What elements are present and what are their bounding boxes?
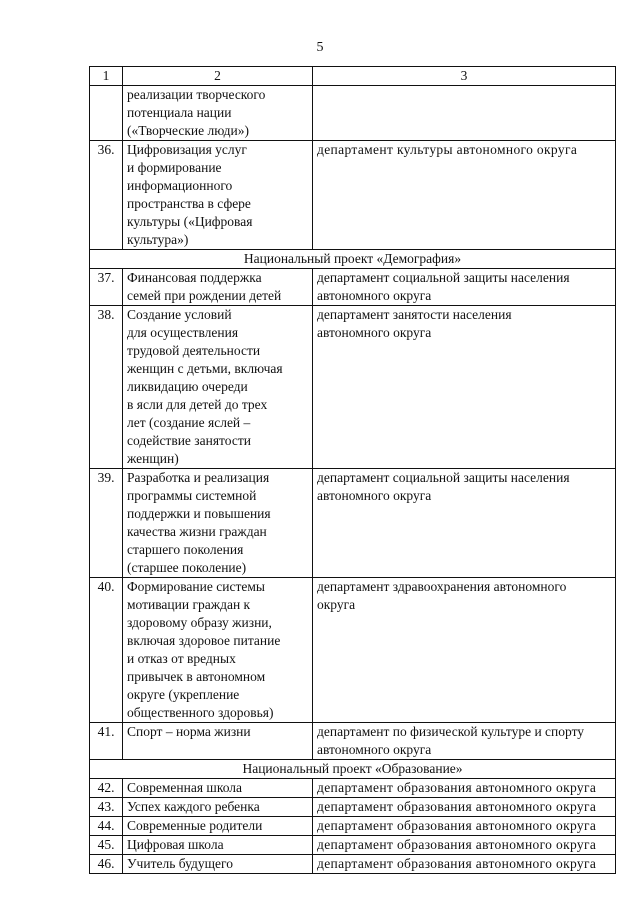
- row-number: 43.: [90, 798, 123, 817]
- row-number: 42.: [90, 779, 123, 798]
- responsible-department: департамент здравоохранения автономного округа: [313, 578, 616, 723]
- responsible-department: департамент занятости населения автономного округа: [313, 306, 616, 469]
- project-name: реализации творческого потенциала нации («Творческие люди»): [123, 86, 313, 141]
- table-row: [90, 855, 616, 874]
- responsible-department: департамент культуры автономного округа: [313, 141, 616, 250]
- table-row: [90, 779, 616, 798]
- project-name: Цифровая школа: [123, 836, 313, 855]
- row-number: [90, 86, 123, 141]
- row-number: 38.: [90, 306, 123, 469]
- header-col-3: 3: [313, 67, 616, 86]
- project-name: Современная школа: [123, 779, 313, 798]
- project-name: Успех каждого ребенка: [123, 798, 313, 817]
- row-number: 39.: [90, 469, 123, 578]
- table-row: [90, 723, 616, 760]
- row-number: 41.: [90, 723, 123, 760]
- row-number: 40.: [90, 578, 123, 723]
- table-row: [90, 469, 616, 578]
- header-col-1: 1: [90, 67, 123, 86]
- project-name: Цифровизация услуг и формирование информационного пространства в сфере культуры («Цифровая культура»): [123, 141, 313, 250]
- table-row: [90, 141, 616, 250]
- table-row: [90, 817, 616, 836]
- row-number: 44.: [90, 817, 123, 836]
- project-name: Формирование системы мотивации граждан к здоровому образу жизни, включая здоровое питание и отказ от вредных привычек в автономном округе (укрепление общественного здоровья): [123, 578, 313, 723]
- section-title: Национальный проект «Демография»: [90, 250, 616, 269]
- project-name: Современные родители: [123, 817, 313, 836]
- table-row: [90, 836, 616, 855]
- section-title: Национальный проект «Образование»: [90, 760, 616, 779]
- row-number: 46.: [90, 855, 123, 874]
- responsible-department: департамент по физической культуре и спорту автономного округа: [313, 723, 616, 760]
- table-row: [90, 86, 616, 141]
- row-number: 37.: [90, 269, 123, 306]
- responsible-department: департамент социальной защиты населения автономного округа: [313, 269, 616, 306]
- project-name: Разработка и реализация программы системной поддержки и повышения качества жизни граждан старшего поколения (старшее поколение): [123, 469, 313, 578]
- responsible-department: департамент образования автономного округа: [313, 836, 616, 855]
- table-row: [90, 269, 616, 306]
- projects-table: [89, 66, 616, 874]
- responsible-department: департамент образования автономного округа: [313, 855, 616, 874]
- responsible-department: департамент социальной защиты населения автономного округа: [313, 469, 616, 578]
- project-name: Учитель будущего: [123, 855, 313, 874]
- header-col-2: 2: [123, 67, 313, 86]
- responsible-department: [313, 86, 616, 141]
- responsible-department: департамент образования автономного округа: [313, 817, 616, 836]
- table-row: [90, 306, 616, 469]
- responsible-department: департамент образования автономного округа: [313, 798, 616, 817]
- row-number: 45.: [90, 836, 123, 855]
- table-header-row: [90, 67, 616, 86]
- row-number: 36.: [90, 141, 123, 250]
- responsible-department: департамент образования автономного округа: [313, 779, 616, 798]
- section-row: [90, 760, 616, 779]
- section-row: [90, 250, 616, 269]
- project-name: Спорт – норма жизни: [123, 723, 313, 760]
- table-row: [90, 578, 616, 723]
- page-number: 5: [316, 40, 324, 55]
- project-name: Создание условий для осуществления трудовой деятельности женщин с детьми, включая ликвидацию очереди в ясли для детей до трех лет (создание яслей – содействие занятости женщин): [123, 306, 313, 469]
- project-name: Финансовая поддержка семей при рождении детей: [123, 269, 313, 306]
- table-row: [90, 798, 616, 817]
